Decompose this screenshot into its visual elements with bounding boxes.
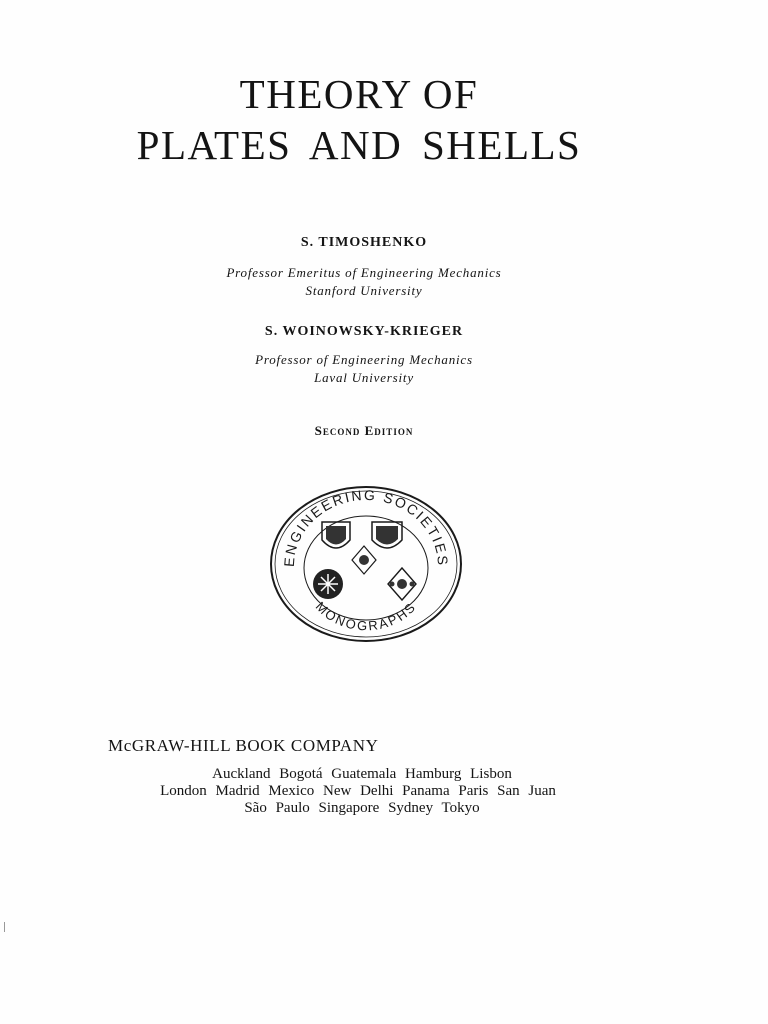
- author-institution: Laval University: [314, 370, 414, 385]
- engineering-societies-seal-icon: [268, 484, 464, 644]
- svg-text:MONOGRAPHS: [313, 599, 419, 634]
- author-position: Professor of Engineering Mechanics: [255, 352, 473, 367]
- author-institution: Stanford University: [305, 283, 423, 298]
- publisher-cities-line-1: Auckland Bogotá Guatemala Hamburg Lisbon: [212, 766, 512, 782]
- seal-bottom-text: MONOGRAPHS: [312, 598, 420, 634]
- book-title-line-1: THEORY OF: [239, 71, 479, 117]
- scan-mark: [4, 922, 5, 932]
- author-name: S. TIMOSHENKO: [300, 235, 428, 250]
- svg-text:ENGINEERING SOCIETIES: [281, 487, 451, 568]
- seal-top-text: ENGINEERING SOCIETIES: [280, 486, 452, 568]
- publisher-name: McGRAW-HILL BOOK COMPANY: [108, 736, 379, 755]
- author-name: S. WOINOWSKY-KRIEGER: [264, 324, 464, 339]
- book-title-line-2: PLATES AND SHELLS: [136, 122, 582, 168]
- edition-label: Second Edition: [314, 423, 414, 438]
- publisher-cities-line-3: São Paulo Singapore Sydney Tokyo: [244, 800, 480, 816]
- publisher-cities-line-2: London Madrid Mexico New Delhi Panama Paris San Juan: [160, 783, 556, 799]
- author-position: Professor Emeritus of Engineering Mechanics: [226, 265, 502, 280]
